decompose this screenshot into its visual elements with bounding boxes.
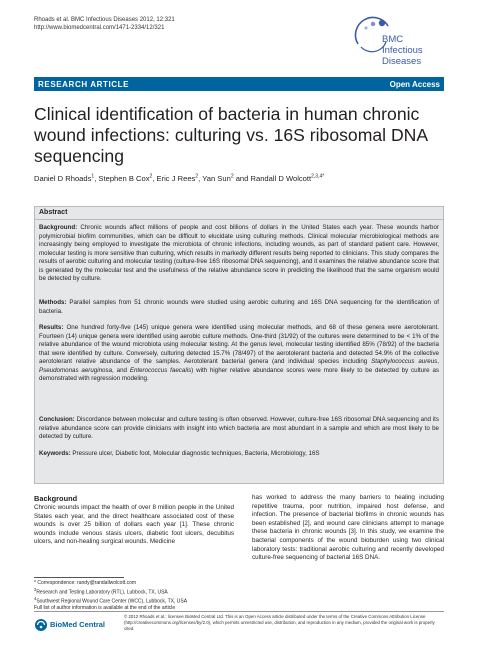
- footnotes: [34, 580, 234, 612]
- abstract-methods-label: Methods:: [39, 299, 67, 306]
- logo-publisher-text: BMC: [382, 34, 404, 45]
- affiliation-note: $^3$Research and Testing Laboratory (RTL), Lubbock, TX, USA: [34, 586, 168, 596]
- abstract-background-text: Chronic wounds affect millions of people and cost billions of dollars in the United States each year. These wounds harbor polymicrobial biofilm communities, which can be difficult to elucidate using culturing methods. Clinical molecular microbiological methods are increasingly being employed to investigate the microbiota of chronic infections, including wounds, as part of standard patient care. However, molecular testing is more sensitive than culturing, which results in markedly different results being reported to clinicians. This study compares the results of aerobic culturing and molecular testing (culture-free 16S ribosomal DNA sequencing), and it examines the relative abundance score that is generated by the molecular test and the usefulness of the relative abundance score in predicting the likelihood that the same organism would be detected by culture.: [39, 224, 439, 282]
- author-affiliation-sup: 2,3,4*: [311, 173, 325, 180]
- author-list: Daniel D Rhoads$^1$, Stephen B Cox$^2$, Eric J Rees$^2$, Yan Sun$^2$ and Randall D Wolcott$^{2,3,4*}$: [34, 173, 325, 183]
- abstract-keywords: [39, 450, 439, 459]
- biomed-central-swirl-icon: [34, 618, 48, 632]
- logo-journal-text: Infectious Diseases: [382, 45, 423, 67]
- abstract-results-label: Results:: [39, 324, 64, 331]
- author-affiliation-sup: 2: [149, 173, 153, 180]
- abstract-conclusion-text: Discordance between molecular and culture testing is often observed. However, culture-free 16S ribosomal DNA sequencing and its relative abundance score can provide clinicians with insight into which bacteria are most abundant in a sample and which are most likely to be detected by culture.: [39, 416, 439, 440]
- correspondence-note: * Correspondence: randy@randallwolcott.com: [34, 580, 137, 586]
- copyright-notice: © 2012 Rhoads et al.; licensee BioMed Central Ltd. This is an Open Access article distributed under the terms of the Creative Commons Attribution License (http://creativecommons.org/licenses/by/2.0), which permits unrestricted use, distribution, and reproduction in any medium, provided the original work is properly cited.: [124, 614, 435, 631]
- author-name: Yan Sun: [202, 174, 231, 183]
- author-name: Randall D Wolcott: [250, 174, 312, 183]
- citation-header: [34, 16, 175, 32]
- journal-logo: [352, 14, 464, 67]
- species-name: Staphylococcus aureus: [371, 358, 438, 365]
- author-name: Stephen B Cox: [98, 174, 150, 183]
- open-access-label: Open Access: [389, 79, 440, 89]
- biomed-central-text: BioMed Central: [50, 620, 106, 629]
- author-info-note: Full list of author information is available at the end of the article: [34, 605, 176, 612]
- abstract-results-text: One hundred forty-five (145) unique genera were identified using molecular methods, and 68 of these genera were aerotolerant. Fourteen (14) unique genera were identified using aerobic culture methods. One-third (31/92) of the cultures were determined to be < 1% of the relative abundance of the wound microbiota using molecular testing. At the genus level, molecular testing identified 85% (78/92) of the bacteria that were identified by culture. Conversely, culturing detected 15.7% (78/497) of the aerotolerant bacteria and detected 54.9% of the collective aerotolerant relative abundance of the samples. Aerotolerant bacterial genera (and individual species including: [39, 324, 439, 365]
- author-name: Eric J Rees: [156, 174, 196, 183]
- affiliation-note: $^4$Southwest Regional Wound Care Center (WCC), Lubbock, TX, USA: [34, 595, 188, 605]
- footer-divider: [34, 611, 444, 612]
- author-affiliation-sup: 2: [195, 173, 199, 180]
- body-column-right: has worked to address the many barriers to healing including repetitive trauma, poor nutrition, impaired host defense, and infection. The presence of bacterial biofilms in chronic wounds has been established [2], and wound care clinicians attempt to manage these bacteria in chronic wounds [3]. In this study, we examine the bacterial components of the wound bioburden using two clinical laboratory tests: traditional aerobic culturing and recently developed culture-free sequencing of bacterial 16S DNA.: [252, 494, 444, 562]
- species-name: Pseudomonas aeruginosa: [39, 366, 113, 374]
- abstract-results: Results: One hundred forty-five (145) unique genera were identified using molecular methods, and 68 of these genera were aerotolerant. Fourteen (14) unique genera were identified using aerobic culture methods. One-third (31/92) of the cultures were determined to be < 1% of the relative abundance of the wound microbiota using molecular testing. At the genus level, molecular testing identified 85% (78/92) of the bacteria that were identified by culture. Conversely, culturing detected 15.7% (78/497) of the aerotolerant bacteria and detected 54.9% of the collective aerotolerant relative abundance of the samples. Aerotolerant bacterial genera (and individual species including Staphylococcus aureus, Pseudomonas aeruginosa, and Enterococcus faecalis) with higher relative abundance scores were more likely to be detected by culture as demonstrated with regression modeling.: [39, 324, 440, 382]
- author-name: Daniel D Rhoads: [34, 174, 92, 183]
- abstract-methods-text: Parallel samples from 51 chronic wounds were studied using aerobic culturing and 16S DNA sequencing for the identification of bacteria.: [39, 299, 439, 315]
- author-affiliation-sup: 1: [91, 173, 95, 180]
- footnote-divider: [34, 577, 124, 578]
- abstract-keywords-text: Pressure ulcer, Diabetic foot, Molecular diagnostic techniques, Bacteria, Microbiology, 16S: [72, 450, 320, 457]
- article-type-label: RESEARCH ARTICLE: [38, 79, 130, 89]
- species-name: Enterococcus faecalis: [129, 366, 192, 374]
- abstract-methods: [39, 299, 439, 316]
- abstract-background: [39, 224, 439, 284]
- article-type-banner: [34, 77, 444, 91]
- section-heading-background: Background: [34, 494, 78, 503]
- article-title: Clinical identification of bacteria in human chronic wound infections: culturing vs. 16S ribosomal DNA sequencing: [34, 104, 428, 166]
- abstract-background-label: Background:: [39, 224, 78, 231]
- biomed-central-logo: [34, 618, 114, 632]
- abstract-keywords-label: Keywords:: [39, 450, 71, 457]
- citation-line-2[interactable]: http://www.biomedcentral.com/1471-2334/12/321: [34, 25, 165, 31]
- author-affiliation-sup: 2: [230, 173, 234, 180]
- abstract-conclusion: [39, 416, 439, 442]
- body-column-left: Chronic wounds impact the health of over 8 million people in the United States each year, and the direct healthcare associated cost of these wounds is over 25 billion of dollars each year [1]. These chronic wounds include venous stasis ulcers, diabetic foot ulcers, decubitus ulcers, and non-healing surgical wounds. Medicine: [34, 504, 234, 546]
- citation-line-1: Rhoads et al. BMC Infectious Diseases 2012, 12:321: [34, 17, 175, 23]
- abstract-heading: Abstract: [34, 206, 444, 220]
- abstract-conclusion-label: Conclusion:: [39, 416, 75, 423]
